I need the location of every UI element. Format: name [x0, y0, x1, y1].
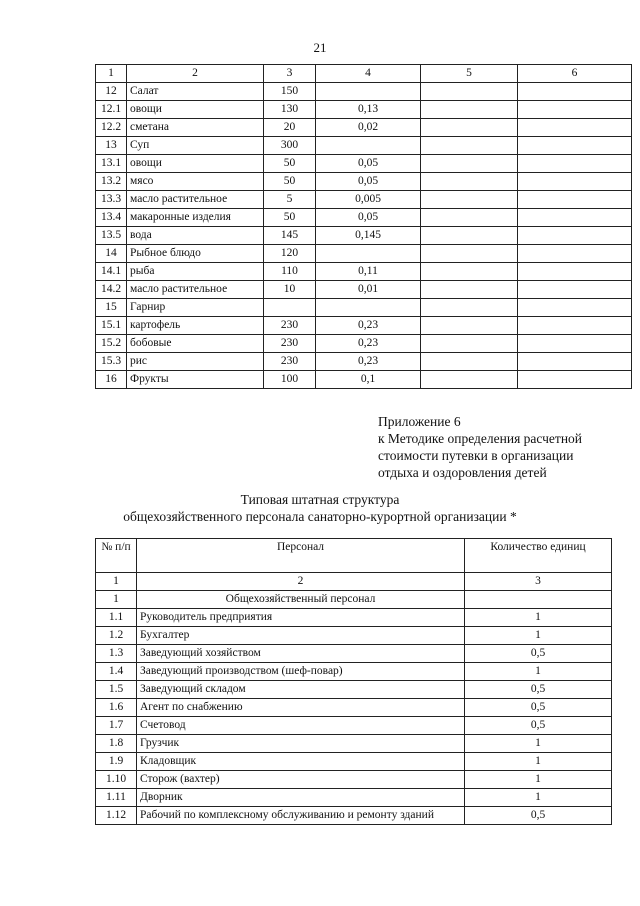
weight-kg: 0,1: [316, 371, 421, 389]
empty-cell: [421, 83, 518, 101]
unit-count: 1: [465, 627, 612, 645]
table-row: [96, 771, 612, 789]
empty-cell: [518, 335, 632, 353]
column-number-2: 2: [127, 65, 264, 83]
row-number: 14: [96, 245, 127, 263]
table-row: [96, 83, 632, 101]
column-numbers-row: [96, 573, 612, 591]
unit-count: 1: [465, 663, 612, 681]
appendix-line: отдыха и оздоровления детей: [378, 465, 547, 480]
weight-kg: [316, 299, 421, 317]
section-title: Общехозяйственный персонал: [137, 591, 465, 609]
weight-kg: [316, 83, 421, 101]
table-row: [96, 245, 632, 263]
table-row: [96, 663, 612, 681]
empty-cell: [518, 209, 632, 227]
row-number: 1.11: [96, 789, 137, 807]
item-name: мясо: [127, 173, 264, 191]
table-row: [96, 119, 632, 137]
weight-grams: 110: [264, 263, 316, 281]
header-staff: Персонал: [137, 539, 465, 573]
row-number: 1.1: [96, 609, 137, 627]
row-number: 1.2: [96, 627, 137, 645]
item-name: вода: [127, 227, 264, 245]
item-name: картофель: [127, 317, 264, 335]
column-number-4: 4: [316, 65, 421, 83]
table-row: [96, 227, 632, 245]
empty-cell: [518, 299, 632, 317]
column-number-1: 1: [96, 65, 127, 83]
weight-grams: 150: [264, 83, 316, 101]
row-number: 1.8: [96, 735, 137, 753]
item-name: рыба: [127, 263, 264, 281]
row-number: 13.5: [96, 227, 127, 245]
position-name: Руководитель предприятия: [137, 609, 465, 627]
column-number-3: 3: [264, 65, 316, 83]
empty-cell: [421, 173, 518, 191]
structure-title-line1: Типовая штатная структура: [240, 492, 400, 507]
empty-cell: [421, 227, 518, 245]
appendix-line: к Методике определения расчетной: [378, 431, 583, 446]
weight-kg: 0,145: [316, 227, 421, 245]
empty-cell: [518, 263, 632, 281]
table-row: [96, 735, 612, 753]
empty-cell: [518, 191, 632, 209]
empty-cell: [421, 119, 518, 137]
empty-cell: [518, 83, 632, 101]
item-name: масло растительное: [127, 281, 264, 299]
weight-kg: 0,05: [316, 155, 421, 173]
position-name: Рабочий по комплексному обслуживанию и ремонту зданий: [137, 807, 465, 825]
column-number-3: 3: [465, 573, 612, 591]
weight-grams: 50: [264, 173, 316, 191]
weight-kg: 0,005: [316, 191, 421, 209]
empty-cell: [518, 119, 632, 137]
table-row: [96, 191, 632, 209]
item-name: Суп: [127, 137, 264, 155]
empty-cell: [518, 353, 632, 371]
empty-cell: [421, 317, 518, 335]
row-number: 1.10: [96, 771, 137, 789]
table-row: [96, 717, 612, 735]
row-number: 13.2: [96, 173, 127, 191]
weight-kg: 0,05: [316, 209, 421, 227]
position-name: Заведующий производством (шеф-повар): [137, 663, 465, 681]
staff-structure-table: [95, 538, 612, 825]
column-number-2: 2: [137, 573, 465, 591]
weight-kg: 0,02: [316, 119, 421, 137]
unit-count: 1: [465, 735, 612, 753]
table-row: [96, 753, 612, 771]
row-number: 12.2: [96, 119, 127, 137]
position-name: Дворник: [137, 789, 465, 807]
row-number: 1.12: [96, 807, 137, 825]
appendix-line: Приложение 6: [378, 414, 461, 429]
food-norms-table: [95, 64, 632, 389]
weight-kg: 0,23: [316, 317, 421, 335]
item-name: Гарнир: [127, 299, 264, 317]
row-number: 14.1: [96, 263, 127, 281]
unit-count: 0,5: [465, 807, 612, 825]
empty-cell: [518, 173, 632, 191]
row-number: 1.5: [96, 681, 137, 699]
row-number: 1.6: [96, 699, 137, 717]
empty-cell: [421, 371, 518, 389]
section-count: [465, 591, 612, 609]
empty-cell: [421, 335, 518, 353]
table-row: [96, 209, 632, 227]
page-number: 21: [313, 40, 327, 55]
unit-count: 1: [465, 789, 612, 807]
empty-cell: [421, 245, 518, 263]
row-number: 16: [96, 371, 127, 389]
row-number: 15.1: [96, 317, 127, 335]
weight-grams: 230: [264, 335, 316, 353]
position-name: Грузчик: [137, 735, 465, 753]
empty-cell: [518, 137, 632, 155]
weight-kg: [316, 245, 421, 263]
weight-grams: 5: [264, 191, 316, 209]
table-row: [96, 101, 632, 119]
column-number-6: 6: [518, 65, 632, 83]
empty-cell: [518, 371, 632, 389]
unit-count: 0,5: [465, 645, 612, 663]
weight-kg: 0,13: [316, 101, 421, 119]
table-row: [96, 173, 632, 191]
weight-kg: [316, 137, 421, 155]
weight-grams: 20: [264, 119, 316, 137]
header-number: № п/п: [96, 539, 137, 573]
item-name: рис: [127, 353, 264, 371]
section-number: 1: [96, 591, 137, 609]
section-row: [96, 591, 612, 609]
table-header-row: [96, 65, 632, 83]
unit-count: 1: [465, 753, 612, 771]
row-number: 14.2: [96, 281, 127, 299]
table-row: [96, 681, 612, 699]
column-number-5: 5: [421, 65, 518, 83]
table-row: [96, 789, 612, 807]
table-row: [96, 353, 632, 371]
table-row: [96, 699, 612, 717]
weight-kg: 0,23: [316, 353, 421, 371]
weight-kg: 0,23: [316, 335, 421, 353]
weight-grams: 10: [264, 281, 316, 299]
weight-grams: 100: [264, 371, 316, 389]
table-header-row: [96, 539, 612, 573]
empty-cell: [518, 317, 632, 335]
weight-grams: 300: [264, 137, 316, 155]
row-number: 1.4: [96, 663, 137, 681]
position-name: Сторож (вахтер): [137, 771, 465, 789]
item-name: сметана: [127, 119, 264, 137]
position-name: Счетовод: [137, 717, 465, 735]
weight-kg: 0,01: [316, 281, 421, 299]
header-count: Количество единиц: [465, 539, 612, 573]
empty-cell: [421, 191, 518, 209]
empty-cell: [421, 299, 518, 317]
unit-count: 1: [465, 771, 612, 789]
position-name: Заведующий хозяйством: [137, 645, 465, 663]
table-row: [96, 317, 632, 335]
item-name: Фрукты: [127, 371, 264, 389]
table-row: [96, 335, 632, 353]
weight-grams: [264, 299, 316, 317]
table-row: [96, 137, 632, 155]
empty-cell: [421, 353, 518, 371]
unit-count: 0,5: [465, 699, 612, 717]
weight-grams: 120: [264, 245, 316, 263]
weight-grams: 50: [264, 209, 316, 227]
row-number: 1.3: [96, 645, 137, 663]
row-number: 12: [96, 83, 127, 101]
row-number: 1.9: [96, 753, 137, 771]
table-row: [96, 155, 632, 173]
item-name: Рыбное блюдо: [127, 245, 264, 263]
unit-count: 0,5: [465, 717, 612, 735]
weight-kg: 0,05: [316, 173, 421, 191]
weight-grams: 230: [264, 317, 316, 335]
table-row: [96, 807, 612, 825]
empty-cell: [518, 281, 632, 299]
row-number: 15.2: [96, 335, 127, 353]
item-name: бобовые: [127, 335, 264, 353]
row-number: 1.7: [96, 717, 137, 735]
empty-cell: [421, 137, 518, 155]
position-name: Кладовщик: [137, 753, 465, 771]
empty-cell: [518, 101, 632, 119]
weight-grams: 50: [264, 155, 316, 173]
empty-cell: [518, 245, 632, 263]
position-name: Бухгалтер: [137, 627, 465, 645]
empty-cell: [421, 101, 518, 119]
empty-cell: [518, 227, 632, 245]
row-number: 13: [96, 137, 127, 155]
unit-count: 1: [465, 609, 612, 627]
row-number: 13.1: [96, 155, 127, 173]
item-name: овощи: [127, 101, 264, 119]
empty-cell: [421, 155, 518, 173]
appendix-note: [378, 413, 582, 481]
weight-kg: 0,11: [316, 263, 421, 281]
empty-cell: [421, 281, 518, 299]
appendix-line: стоимости путевки в организации: [378, 448, 574, 463]
empty-cell: [518, 155, 632, 173]
row-number: 13.3: [96, 191, 127, 209]
weight-grams: 130: [264, 101, 316, 119]
item-name: масло растительное: [127, 191, 264, 209]
item-name: макаронные изделия: [127, 209, 264, 227]
table-row: [96, 645, 612, 663]
empty-cell: [421, 209, 518, 227]
table-row: [96, 299, 632, 317]
table-row: [96, 263, 632, 281]
column-number-1: 1: [96, 573, 137, 591]
table-row: [96, 609, 612, 627]
row-number: 12.1: [96, 101, 127, 119]
unit-count: 0,5: [465, 681, 612, 699]
row-number: 15.3: [96, 353, 127, 371]
table-row: [96, 371, 632, 389]
position-name: Агент по снабжению: [137, 699, 465, 717]
structure-title-line2: общехозяйственного персонала санаторно-курортной организации *: [123, 509, 517, 524]
weight-grams: 145: [264, 227, 316, 245]
position-name: Заведующий складом: [137, 681, 465, 699]
weight-grams: 230: [264, 353, 316, 371]
row-number: 15: [96, 299, 127, 317]
table-row: [96, 627, 612, 645]
empty-cell: [421, 263, 518, 281]
item-name: овощи: [127, 155, 264, 173]
row-number: 13.4: [96, 209, 127, 227]
table-row: [96, 281, 632, 299]
item-name: Салат: [127, 83, 264, 101]
